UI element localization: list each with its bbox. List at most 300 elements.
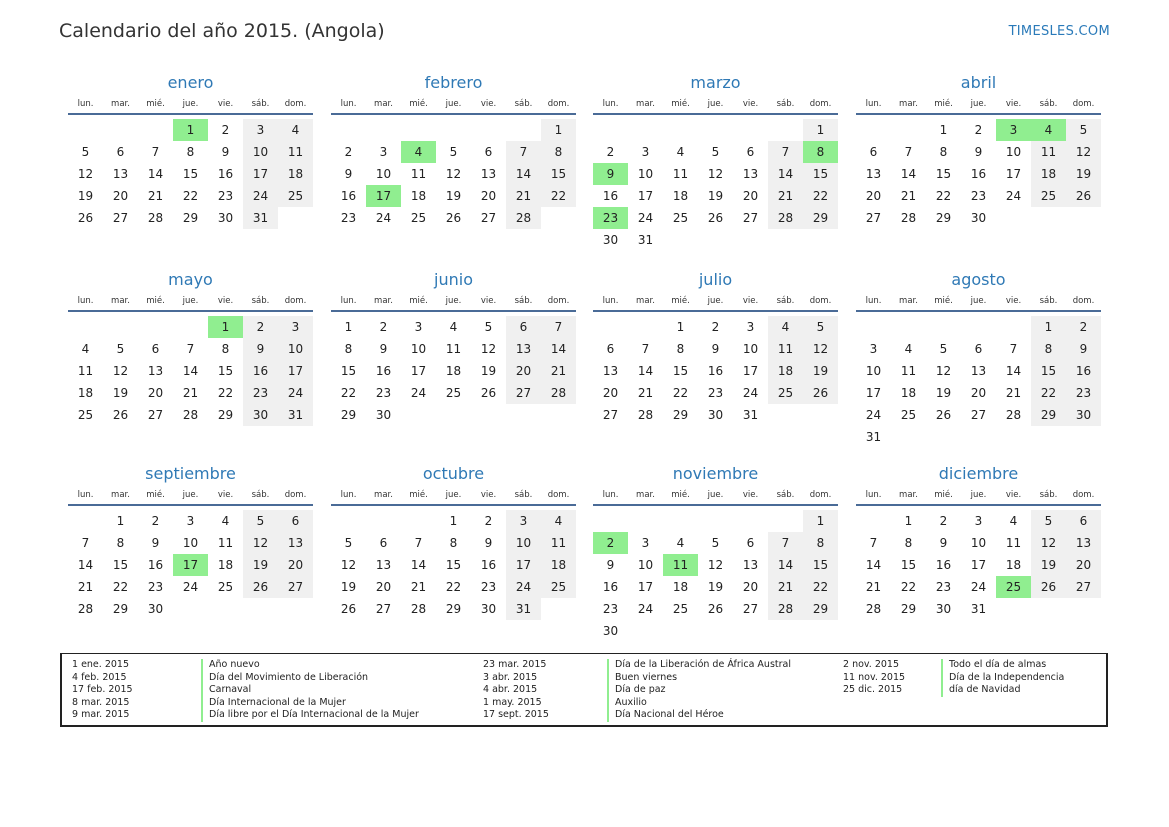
day-cell: 24 [637,211,654,225]
month-julio [593,269,838,446]
day-cell: 13 [147,364,164,378]
day-grid [331,316,576,446]
day-cell: 13 [602,364,619,378]
day-cell: 30 [970,211,987,225]
holiday-day: 2 [593,532,628,554]
holiday-day: 25 [996,576,1031,598]
day-cell: 4 [278,119,313,141]
weekday-label: mié. [146,99,165,109]
day-cell: 15 [900,558,917,572]
day-cell: 13 [742,167,759,181]
day-cell: 17 [1005,167,1022,181]
day-cell: 25 [1031,185,1066,207]
day-cell: 23 [970,189,987,203]
day-cell: 12 [707,167,724,181]
day-cell: 27 [970,408,987,422]
day-cell: 14 [768,554,803,576]
weekday-label: mié. [671,296,690,306]
month-octubre [331,463,576,640]
weekday-label: mié. [409,99,428,109]
month-name: octubre [422,464,485,483]
holiday-day: 8 [803,141,838,163]
day-cell: 2 [711,320,720,334]
day-cell: 9 [939,536,948,550]
day-cell: 3 [869,342,878,356]
day-cell: 13 [278,532,313,554]
weekday-label: jue. [970,296,987,306]
holiday-name: Todo el día de almas [941,659,1064,672]
weekday-header [68,294,313,316]
day-cell: 13 [970,364,987,378]
day-cell: 23 [602,602,619,616]
day-cell: 28 [147,211,164,225]
day-cell: 11 [900,364,917,378]
day-cell: 10 [970,536,987,550]
day-cell: 23 [935,580,952,594]
day-cell: 25 [410,211,427,225]
day-cell: 16 [970,167,987,181]
day-cell: 14 [77,558,94,572]
holiday-dates-column [483,659,549,722]
holiday-name: Día libre por el Día Internacional de la Mujer [201,709,419,722]
day-cell: 11 [1031,141,1066,163]
day-cell: 19 [243,554,278,576]
holiday-day: 4 [401,141,436,163]
day-cell: 11 [445,342,462,356]
day-cell: 16 [707,364,724,378]
weekday-label: vie. [480,490,497,500]
day-grid [856,316,1101,446]
day-cell: 6 [278,510,313,532]
weekday-label: sáb. [251,99,270,109]
day-cell: 20 [375,580,392,594]
day-cell: 17 [278,360,313,382]
day-grid [856,119,1101,249]
weekday-divider [331,113,576,115]
holiday-name: Buen viernes [607,672,791,685]
weekday-label: dom. [809,490,832,500]
weekday-header [68,488,313,510]
day-cell: 5 [449,145,458,159]
weekday-label: mié. [409,490,428,500]
day-cell: 10 [243,141,278,163]
day-cell: 25 [672,211,689,225]
holiday-name: Día de la Independencia [941,672,1064,685]
day-cell: 12 [803,338,838,360]
weekday-divider [331,504,576,506]
weekday-divider [68,310,313,312]
day-cell: 4 [676,145,685,159]
holiday-day: 17 [366,185,401,207]
day-cell: 24 [970,580,987,594]
day-cell: 20 [147,386,164,400]
weekday-label: dom. [284,490,307,500]
day-cell: 10 [637,167,654,181]
weekday-label: mié. [934,99,953,109]
day-cell: 20 [865,189,882,203]
day-cell: 19 [77,189,94,203]
day-cell: 15 [217,364,234,378]
weekday-label: jue. [707,99,724,109]
weekday-label: jue. [182,296,199,306]
day-cell: 4 [904,342,913,356]
day-cell: 29 [672,408,689,422]
month-marzo [593,72,838,249]
weekday-label: mié. [671,490,690,500]
day-cell: 2 [344,145,353,159]
weekday-label: vie. [742,490,759,500]
day-cell: 1 [676,320,685,334]
weekday-label: sáb. [776,296,795,306]
day-cell: 28 [865,602,882,616]
day-cell: 21 [147,189,164,203]
day-cell: 27 [506,382,541,404]
weekday-label: jue. [182,490,199,500]
day-cell: 21 [77,580,94,594]
day-cell: 8 [116,536,125,550]
day-cell: 30 [1066,404,1101,426]
page-title: Calendario del año 2015. (Angola) [59,20,385,42]
day-cell: 26 [340,602,357,616]
day-cell: 24 [243,185,278,207]
weekday-label: jue. [445,99,462,109]
weekday-label: jue. [707,490,724,500]
day-cell: 18 [1005,558,1022,572]
day-cell: 9 [243,338,278,360]
day-cell: 11 [217,536,234,550]
day-cell: 29 [803,207,838,229]
holiday-date: 17 sept. 2015 [483,709,549,720]
day-cell: 15 [803,163,838,185]
day-cell: 26 [935,408,952,422]
holiday-date: 9 mar. 2015 [72,709,130,720]
day-cell: 31 [506,598,541,620]
day-cell: 20 [506,360,541,382]
day-cell: 18 [672,189,689,203]
weekday-label: vie. [742,99,759,109]
day-cell: 29 [935,211,952,225]
day-cell: 1 [904,514,913,528]
day-cell: 1 [344,320,353,334]
weekday-label: mar. [899,99,918,109]
day-cell: 8 [939,145,948,159]
holiday-date: 1 ene. 2015 [72,659,129,670]
day-cell: 26 [1066,185,1101,207]
weekday-divider [593,113,838,115]
weekday-label: mar. [374,99,393,109]
weekday-label: lun. [77,490,94,500]
month-name: noviembre [672,464,759,483]
day-cell: 19 [340,580,357,594]
weekday-header [331,97,576,119]
day-cell: 23 [375,386,392,400]
day-cell: 9 [606,558,615,572]
weekday-label: lun. [602,99,619,109]
day-cell: 6 [484,145,493,159]
month-name: agosto [951,270,1006,289]
day-cell: 27 [147,408,164,422]
day-cell: 4 [81,342,90,356]
day-cell: 8 [186,145,195,159]
day-cell: 15 [541,163,576,185]
day-cell: 17 [742,364,759,378]
weekday-label: mar. [374,296,393,306]
site-brand-link[interactable]: TIMESLES.COM [1008,24,1110,39]
day-cell: 6 [606,342,615,356]
day-cell: 16 [147,558,164,572]
day-cell: 1 [1031,316,1066,338]
day-cell: 17 [243,163,278,185]
day-cell: 27 [375,602,392,616]
day-cell: 6 [974,342,983,356]
day-cell: 6 [151,342,160,356]
day-grid [331,119,576,249]
day-cell: 18 [217,558,234,572]
day-cell: 23 [243,382,278,404]
day-cell: 5 [344,536,353,550]
weekday-divider [68,504,313,506]
month-name: julio [698,270,733,289]
day-cell: 23 [480,580,497,594]
day-cell: 6 [116,145,125,159]
weekday-label: mar. [111,296,130,306]
day-cell: 26 [445,211,462,225]
holiday-name: Día Internacional de la Mujer [201,697,419,710]
day-cell: 7 [869,536,878,550]
weekday-label: dom. [547,99,570,109]
day-cell: 15 [935,167,952,181]
day-cell: 18 [1031,163,1066,185]
holiday-day: 17 [173,554,208,576]
holiday-names-column [607,659,791,722]
day-cell: 7 [506,141,541,163]
weekday-label: jue. [445,490,462,500]
day-cell: 12 [112,364,129,378]
day-cell: 29 [900,602,917,616]
day-cell: 9 [711,342,720,356]
day-cell: 3 [186,514,195,528]
day-cell: 18 [900,386,917,400]
weekday-header [856,294,1101,316]
day-cell: 3 [974,514,983,528]
day-cell: 8 [221,342,230,356]
holiday-dates-column [72,659,133,722]
month-noviembre [593,463,838,640]
weekday-divider [856,113,1101,115]
day-cell: 28 [506,207,541,229]
weekday-label: mié. [409,296,428,306]
weekday-label: sáb. [1039,490,1058,500]
day-cell: 20 [742,189,759,203]
day-cell: 25 [445,386,462,400]
day-cell: 2 [243,316,278,338]
month-name: mayo [168,270,213,289]
weekday-label: jue. [707,296,724,306]
weekday-header [68,97,313,119]
month-name: enero [167,73,214,92]
day-cell: 3 [746,320,755,334]
day-cell: 23 [1066,382,1101,404]
day-cell: 20 [112,189,129,203]
day-cell: 22 [340,386,357,400]
month-name: diciembre [938,464,1019,483]
weekday-header [593,488,838,510]
day-cell: 5 [803,316,838,338]
day-cell: 27 [742,211,759,225]
day-cell: 19 [1066,163,1101,185]
day-cell: 16 [243,360,278,382]
weekday-label: lun. [340,99,357,109]
day-cell: 13 [506,338,541,360]
day-cell: 22 [935,189,952,203]
day-cell: 15 [803,554,838,576]
day-cell: 21 [541,360,576,382]
day-cell: 21 [182,386,199,400]
day-cell: 24 [410,386,427,400]
weekday-divider [856,504,1101,506]
day-cell: 27 [278,576,313,598]
day-cell: 29 [1031,404,1066,426]
day-cell: 26 [112,408,129,422]
day-grid [593,316,838,446]
weekday-label: dom. [809,296,832,306]
day-cell: 24 [742,386,759,400]
day-cell: 9 [151,536,160,550]
day-cell: 4 [541,510,576,532]
holiday-date: 8 mar. 2015 [72,696,130,708]
day-cell: 30 [602,624,619,638]
day-cell: 10 [742,342,759,356]
day-cell: 11 [1005,536,1022,550]
day-cell: 3 [414,320,423,334]
day-cell: 7 [151,145,160,159]
day-cell: 27 [865,211,882,225]
day-cell: 19 [707,580,724,594]
day-cell: 19 [480,364,497,378]
day-cell: 10 [375,167,392,181]
day-cell: 24 [182,580,199,594]
day-cell: 10 [182,536,199,550]
day-cell: 15 [672,364,689,378]
day-cell: 28 [900,211,917,225]
day-cell: 6 [506,316,541,338]
day-cell: 2 [974,123,983,137]
weekday-label: vie. [480,99,497,109]
day-cell: 12 [480,342,497,356]
day-cell: 14 [865,558,882,572]
weekday-label: sáb. [776,99,795,109]
month-name: septiembre [145,464,236,483]
weekday-label: vie. [742,296,759,306]
day-cell: 29 [112,602,129,616]
day-cell: 25 [217,580,234,594]
day-cell: 19 [707,189,724,203]
day-cell: 16 [375,364,392,378]
holiday-day: 4 [1031,119,1066,141]
day-cell: 12 [935,364,952,378]
day-cell: 7 [186,342,195,356]
day-cell: 14 [182,364,199,378]
day-cell: 9 [221,145,230,159]
weekday-label: dom. [284,296,307,306]
day-cell: 29 [182,211,199,225]
day-cell: 17 [970,558,987,572]
day-cell: 18 [278,163,313,185]
weekday-label: sáb. [1039,296,1058,306]
day-cell: 12 [1031,532,1066,554]
day-cell: 22 [803,185,838,207]
weekday-label: vie. [217,490,234,500]
day-cell: 13 [865,167,882,181]
weekday-label: sáb. [514,490,533,500]
weekday-header [331,488,576,510]
day-cell: 7 [81,536,90,550]
weekday-label: mié. [146,296,165,306]
day-cell: 16 [935,558,952,572]
day-cell: 17 [410,364,427,378]
day-cell: 9 [1066,338,1101,360]
day-grid [68,316,313,446]
weekday-label: mar. [636,99,655,109]
month-agosto [856,269,1101,446]
holiday-date: 4 feb. 2015 [72,671,127,683]
day-cell: 11 [77,364,94,378]
weekday-label: dom. [809,99,832,109]
weekday-label: lun. [602,296,619,306]
holiday-name: Día del Movimiento de Liberación [201,672,419,685]
day-cell: 19 [1031,554,1066,576]
day-cell: 4 [449,320,458,334]
day-cell: 1 [939,123,948,137]
weekday-label: lun. [77,99,94,109]
day-cell: 21 [865,580,882,594]
weekday-label: lun. [865,99,882,109]
day-cell: 5 [1066,119,1101,141]
weekday-label: dom. [547,490,570,500]
day-cell: 26 [77,211,94,225]
weekday-label: jue. [970,490,987,500]
day-cell: 25 [672,602,689,616]
weekday-label: vie. [1005,99,1022,109]
day-cell: 14 [506,163,541,185]
day-cell: 2 [939,514,948,528]
day-cell: 26 [707,211,724,225]
day-cell: 27 [742,602,759,616]
day-cell: 8 [803,532,838,554]
day-cell: 1 [541,119,576,141]
day-cell: 23 [147,580,164,594]
day-cell: 18 [541,554,576,576]
weekday-label: mié. [146,490,165,500]
day-cell: 20 [742,580,759,594]
day-cell: 1 [449,514,458,528]
day-cell: 16 [217,167,234,181]
day-cell: 11 [278,141,313,163]
month-mayo [68,269,313,446]
holiday-name: día de Navidad [941,684,1064,697]
day-cell: 30 [602,233,619,247]
weekday-label: jue. [970,99,987,109]
weekday-label: lun. [602,490,619,500]
day-cell: 3 [379,145,388,159]
day-cell: 28 [77,602,94,616]
holiday-names-column [941,659,1064,697]
day-cell: 11 [410,167,427,181]
day-cell: 21 [506,185,541,207]
holiday-date: 4 abr. 2015 [483,684,538,695]
day-cell: 10 [865,364,882,378]
weekday-label: mar. [374,490,393,500]
